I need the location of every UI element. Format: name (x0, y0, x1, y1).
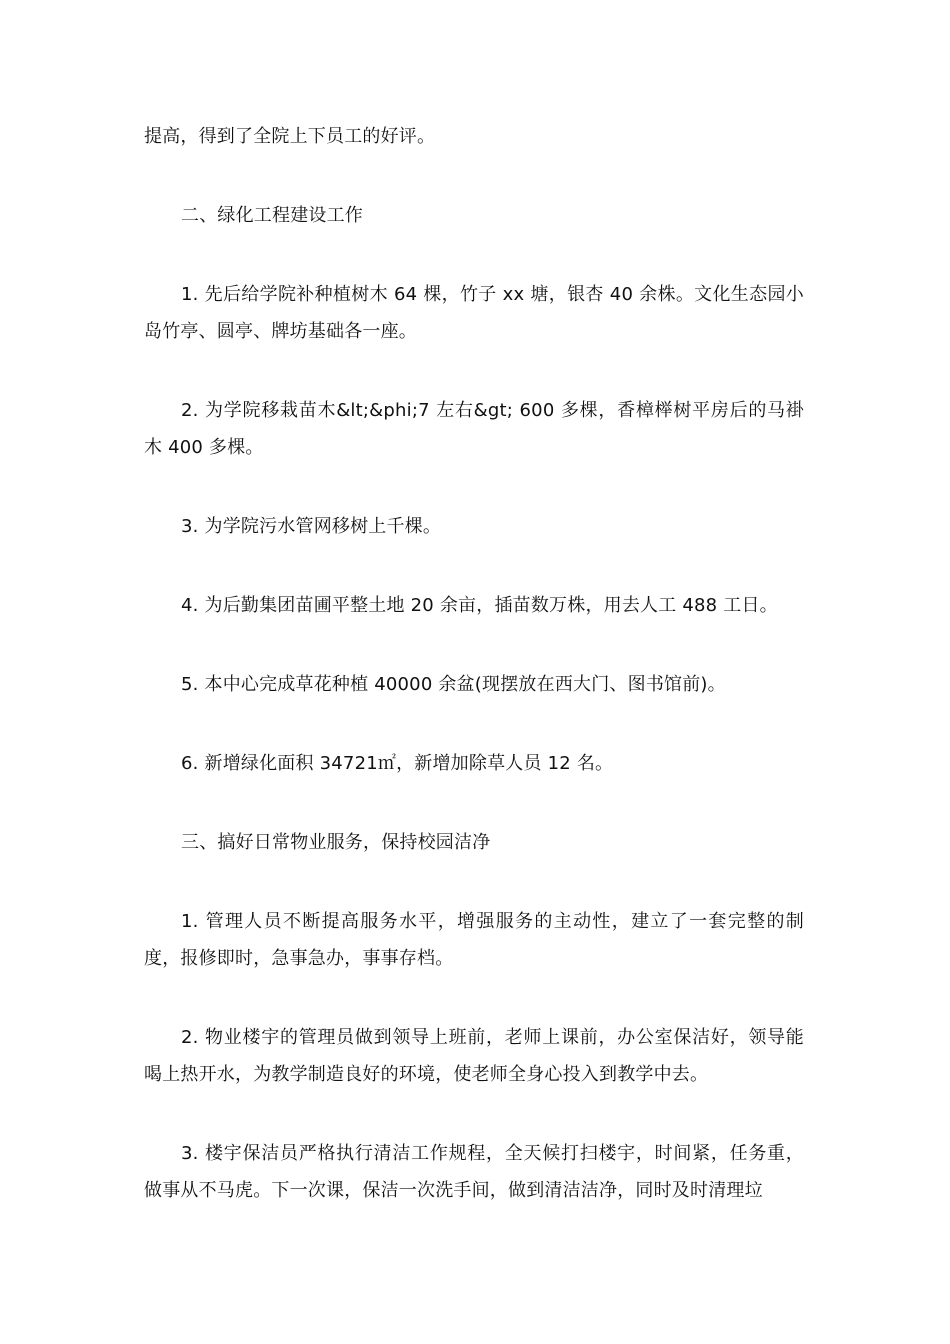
list-item: 6. 新增绿化面积 34721㎡，新增加除草人员 12 名。 (181, 753, 614, 774)
list-item: 3. 为学院污水管网移树上千棵。 (181, 516, 442, 537)
paragraph-continuation: 提高，得到了全院上下员工的好评。 (144, 126, 436, 147)
list-item: 1. 先后给学院补种植树木 64 棵，竹子 xx 塘，银杏 40 余株。文化生态园小岛竹亭、圆亭、牌坊基础各一座。 (144, 284, 804, 342)
list-item: 4. 为后勤集团苗圃平整土地 20 余亩，插苗数万株，用去人工 488 工日。 (181, 595, 778, 616)
list-item: 3. 楼宇保洁员严格执行清洁工作规程，全天候打扫楼宇，时间紧，任务重，做事从不马虎。下一次课，保洁一次洗手间，做到清洁洁净，同时及时清理垃 (144, 1143, 804, 1201)
list-item: 2. 为学院移栽苗木&lt;&phi;7 左右&gt; 600 多棵，香樟榉树平房后的马褂木 400 多棵。 (144, 400, 804, 458)
list-item: 1. 管理人员不断提高服务水平，增强服务的主动性，建立了一套完整的制度，报修即时，急事急办，事事存档。 (144, 911, 804, 969)
list-item: 5. 本中心完成草花种植 40000 余盆(现摆放在西大门、图书馆前)。 (181, 674, 726, 695)
document-body (144, 118, 804, 1209)
section-heading-greening: 二、绿化工程建设工作 (181, 205, 363, 226)
section-heading-property-service: 三、搞好日常物业服务，保持校园洁净 (181, 832, 491, 853)
list-item: 2. 物业楼宇的管理员做到领导上班前，老师上课前，办公室保洁好，领导能喝上热开水，为教学制造良好的环境，使老师全身心投入到教学中去。 (144, 1027, 804, 1085)
